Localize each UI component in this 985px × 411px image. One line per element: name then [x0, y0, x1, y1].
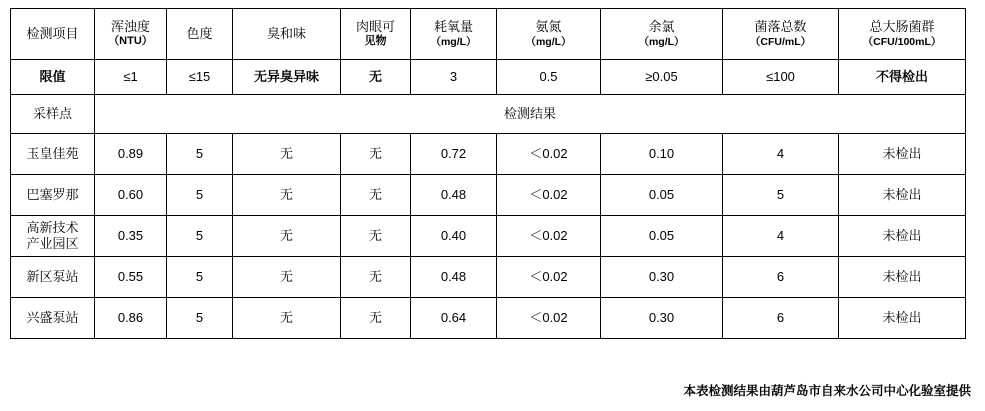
header-unit: （mg/L） [430, 35, 477, 48]
header-title: 检测项目 [26, 25, 79, 41]
table-row [11, 134, 966, 175]
header-cell-item [11, 9, 95, 60]
cell-oxygen-consumption: 0.40 [411, 216, 497, 257]
header-cell-colony-count [723, 9, 839, 60]
header-unit: （NTU） [108, 35, 153, 48]
limit-value-residual-chlorine: ≥0.05 [601, 60, 723, 95]
cell-residual-chlorine: 0.10 [601, 134, 723, 175]
limit-value-colony-count: ≤100 [723, 60, 839, 95]
header-cell-oxygen-consumption [411, 9, 497, 60]
water-quality-report [10, 8, 965, 339]
cell-turbidity: 0.55 [95, 257, 167, 298]
cell-ammonia-nitrogen: ＜0.02 [497, 216, 601, 257]
cell-oxygen-consumption: 0.48 [411, 175, 497, 216]
cell-visible-matter: 无 [341, 134, 411, 175]
row-site-name [11, 175, 95, 216]
header-cell-ammonia-nitrogen [497, 9, 601, 60]
table-row [11, 257, 966, 298]
row-site-name [11, 257, 95, 298]
cell-total-coliform: 未检出 [839, 216, 966, 257]
cell-residual-chlorine: 0.05 [601, 175, 723, 216]
cell-residual-chlorine: 0.30 [601, 298, 723, 339]
header-title: 肉眼可 [355, 19, 395, 34]
cell-colony-count: 4 [723, 134, 839, 175]
section-row [11, 95, 966, 134]
limit-value-chroma: ≤15 [167, 60, 233, 95]
limit-row-label: 限值 [11, 60, 95, 95]
cell-odor: 无 [233, 134, 341, 175]
header-unit: （mg/L） [638, 35, 685, 48]
row-site-line1: 玉皇佳苑 [26, 145, 79, 161]
row-site-name [11, 134, 95, 175]
header-title: 菌落总数 [754, 19, 807, 35]
cell-visible-matter: 无 [341, 216, 411, 257]
header-title: 余氯 [648, 19, 675, 35]
header-title: 总大肠菌群 [869, 19, 935, 35]
header-cell-residual-chlorine [601, 9, 723, 60]
header-unit: 见物 [364, 35, 387, 48]
cell-total-coliform: 未检出 [839, 257, 966, 298]
cell-residual-chlorine: 0.30 [601, 257, 723, 298]
cell-oxygen-consumption: 0.72 [411, 134, 497, 175]
limit-row [11, 60, 966, 95]
cell-odor: 无 [233, 175, 341, 216]
cell-ammonia-nitrogen: ＜0.02 [497, 134, 601, 175]
header-title: 耗氧量 [433, 19, 473, 35]
section-title-results: 检测结果 [95, 95, 966, 134]
header-unit: （CFU/mL） [749, 35, 812, 48]
table-row [11, 175, 966, 216]
header-cell-odor [233, 9, 341, 60]
row-site-name [11, 216, 95, 257]
cell-chroma: 5 [167, 134, 233, 175]
cell-chroma: 5 [167, 175, 233, 216]
cell-residual-chlorine: 0.05 [601, 216, 723, 257]
limit-value-turbidity: ≤1 [95, 60, 167, 95]
header-unit: （mg/L） [525, 35, 572, 48]
header-cell-total-coliform [839, 9, 966, 60]
header-title: 氨氮 [535, 19, 562, 35]
row-site-line1: 巴塞罗那 [26, 186, 79, 202]
limit-value-odor: 无异臭异味 [233, 60, 341, 95]
header-cell-turbidity [95, 9, 167, 60]
water-quality-table [10, 8, 966, 339]
cell-turbidity: 0.60 [95, 175, 167, 216]
section-label-sampling-point: 采样点 [11, 95, 95, 134]
cell-ammonia-nitrogen: ＜0.02 [497, 257, 601, 298]
header-title: 浑浊度 [110, 19, 150, 34]
cell-oxygen-consumption: 0.48 [411, 257, 497, 298]
cell-colony-count: 4 [723, 216, 839, 257]
cell-turbidity: 0.86 [95, 298, 167, 339]
header-title: 臭和味 [266, 25, 306, 41]
cell-turbidity: 0.89 [95, 134, 167, 175]
limit-value-visible-matter: 无 [341, 60, 411, 95]
header-cell-chroma [167, 9, 233, 60]
cell-chroma: 5 [167, 298, 233, 339]
cell-visible-matter: 无 [341, 175, 411, 216]
cell-colony-count: 5 [723, 175, 839, 216]
cell-visible-matter: 无 [341, 298, 411, 339]
report-footnote: 本表检测结果由葫芦岛市自来水公司中心化验室提供 [683, 384, 971, 398]
row-site-line1: 新区泵站 [26, 268, 79, 284]
cell-chroma: 5 [167, 216, 233, 257]
cell-colony-count: 6 [723, 298, 839, 339]
row-site-line1: 高新技术 [26, 219, 79, 235]
header-title: 色度 [186, 25, 213, 41]
cell-total-coliform: 未检出 [839, 134, 966, 175]
table-row [11, 216, 966, 257]
cell-chroma: 5 [167, 257, 233, 298]
cell-total-coliform: 未检出 [839, 175, 966, 216]
header-cell-visible-matter [341, 9, 411, 60]
cell-ammonia-nitrogen: ＜0.02 [497, 175, 601, 216]
row-site-line1: 兴盛泵站 [26, 309, 79, 325]
row-site-name [11, 298, 95, 339]
cell-odor: 无 [233, 216, 341, 257]
cell-odor: 无 [233, 298, 341, 339]
table-row [11, 298, 966, 339]
cell-turbidity: 0.35 [95, 216, 167, 257]
cell-ammonia-nitrogen: ＜0.02 [497, 298, 601, 339]
cell-odor: 无 [233, 257, 341, 298]
header-unit: （CFU/100mL） [862, 35, 942, 48]
limit-value-ammonia-nitrogen: 0.5 [497, 60, 601, 95]
cell-colony-count: 6 [723, 257, 839, 298]
table-header-row [11, 9, 966, 60]
limit-value-oxygen-consumption: 3 [411, 60, 497, 95]
cell-total-coliform: 未检出 [839, 298, 966, 339]
cell-visible-matter: 无 [341, 257, 411, 298]
cell-oxygen-consumption: 0.64 [411, 298, 497, 339]
row-site-line2: 产业园区 [26, 236, 79, 251]
limit-value-total-coliform: 不得检出 [839, 60, 966, 95]
